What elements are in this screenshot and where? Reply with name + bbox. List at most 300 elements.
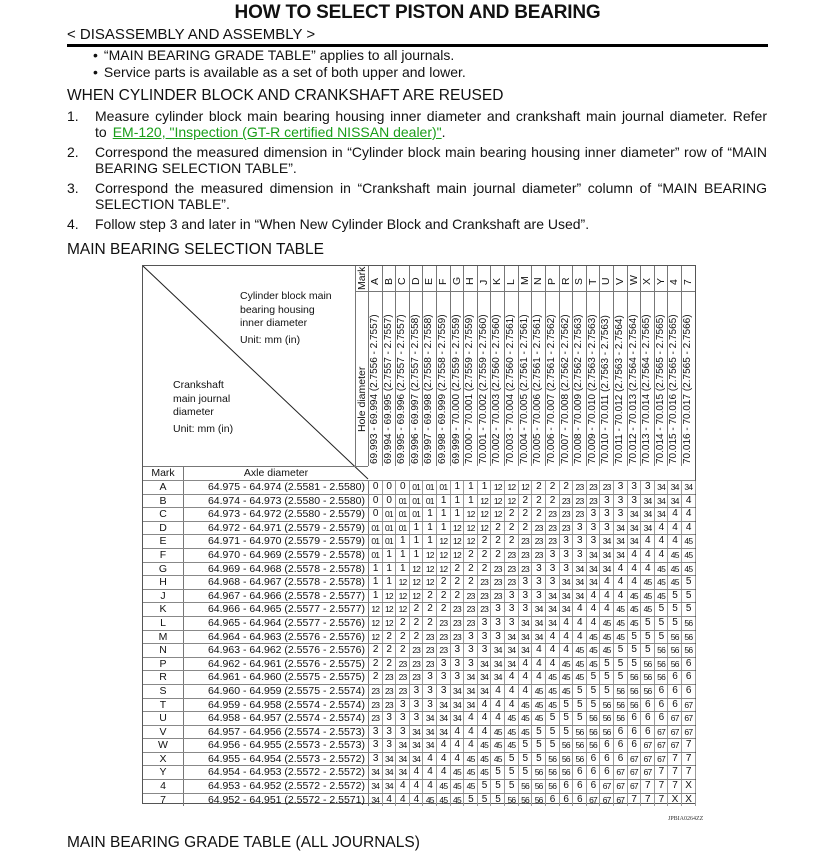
column-mark [451, 266, 464, 292]
grade-cell: 4 [478, 699, 492, 712]
grade-cell: 56 [573, 739, 587, 752]
grade-cell: 3 [383, 739, 397, 752]
grade-cell: 6 [655, 685, 669, 698]
grade-cell: 56 [560, 753, 574, 766]
grade-cell: 4 [478, 712, 492, 725]
grade-cell: 34 [396, 753, 410, 766]
grade-cell: 1 [369, 590, 383, 603]
grade-cell: 34 [410, 726, 424, 739]
grade-cell: 01 [423, 495, 437, 508]
grade-cell: 5 [464, 794, 478, 807]
grade-cell: 45 [451, 794, 465, 807]
grade-cell: 3 [464, 631, 478, 644]
grade-cell: 6 [628, 739, 642, 752]
grade-cell: 2 [519, 508, 533, 521]
grade-cell: 67 [682, 712, 696, 725]
row-axle-diameter: 64.965 - 64.964 (2.5577 - 2.5576) [184, 617, 369, 630]
grade-cell: 23 [437, 617, 451, 630]
grade-cell: 12 [451, 549, 465, 562]
grade-cell: 1 [396, 549, 410, 562]
grade-cell: 56 [587, 739, 601, 752]
grade-cell: 34 [532, 603, 546, 616]
grade-cell: 34 [491, 671, 505, 684]
grade-cell: 4 [587, 603, 601, 616]
grade-cell: 1 [423, 522, 437, 535]
column-mark [532, 266, 545, 292]
grade-cell: 4 [396, 794, 410, 807]
grade-cell: 67 [641, 753, 655, 766]
grade-cell: 3 [505, 590, 519, 603]
table-row [143, 752, 695, 766]
column-mark-label: 4 [668, 279, 681, 285]
column-mark [410, 266, 423, 292]
step-item [67, 180, 767, 212]
grade-cell: 4 [410, 794, 424, 807]
column-hole-range: 70.002 - 70.003 (2.7560 - 2.7560) [491, 314, 503, 464]
grade-cell: 4 [560, 644, 574, 657]
grade-cell: 23 [532, 522, 546, 535]
column-mark-label: F [437, 278, 450, 285]
column-header [504, 266, 518, 466]
row-mark: W [143, 739, 184, 752]
grade-cell: 34 [532, 631, 546, 644]
column-mark [396, 266, 409, 292]
grade-cell: 23 [491, 590, 505, 603]
grade-cell: 2 [423, 590, 437, 603]
grade-cell: 67 [682, 699, 696, 712]
grade-cell: 34 [505, 644, 519, 657]
step-punct: . [441, 124, 446, 140]
grade-cell: 01 [410, 495, 424, 508]
grade-cell: 01 [396, 508, 410, 521]
grade-cell: 23 [423, 644, 437, 657]
table-row [143, 779, 695, 793]
grade-cell: 5 [560, 699, 574, 712]
grade-cell: 34 [546, 617, 560, 630]
grade-cell: 12 [423, 563, 437, 576]
grade-cell: 01 [423, 481, 437, 494]
grade-cell: 1 [478, 481, 492, 494]
grade-cell: 5 [478, 794, 492, 807]
grade-cell: 67 [641, 766, 655, 779]
grade-cell: 6 [628, 726, 642, 739]
grade-cell: 0 [383, 481, 397, 494]
grade-cell: 1 [464, 495, 478, 508]
grade-cell: 4 [410, 766, 424, 779]
grade-cell: 6 [600, 739, 614, 752]
note-item: • “MAIN BEARING GRADE TABLE” applies to all journals. [93, 47, 466, 64]
grade-cell: 56 [546, 766, 560, 779]
grade-cell: 5 [641, 644, 655, 657]
grade-cell: 23 [410, 671, 424, 684]
grade-cell: 23 [573, 508, 587, 521]
column-hole-range: 70.014 - 70.015 (2.7565 - 2.7565) [654, 314, 666, 464]
row-mark: P [143, 658, 184, 671]
grade-cell: 12 [410, 563, 424, 576]
row-mark-label: Mark [143, 467, 184, 481]
grade-cell: 2 [491, 522, 505, 535]
grade-cell: 67 [614, 766, 628, 779]
grade-cell: 1 [383, 576, 397, 589]
grade-cell: 4 [423, 766, 437, 779]
grade-cell: 1 [451, 481, 465, 494]
column-mark-label: R [559, 277, 572, 285]
grade-cell: 5 [641, 631, 655, 644]
grade-cell: 3 [396, 726, 410, 739]
grade-cell: 2 [505, 508, 519, 521]
step-text: Follow step 3 and later in “When New Cylinder Block and Crankshaft are Used”. [95, 216, 590, 232]
grade-cell: 56 [628, 699, 642, 712]
column-header [395, 266, 409, 466]
grade-cell: 4 [628, 549, 642, 562]
grade-cell: 45 [668, 576, 682, 589]
grade-cell: 23 [451, 631, 465, 644]
grade-cell: 3 [532, 590, 546, 603]
grade-cell: 45 [532, 699, 546, 712]
page-title: HOW TO SELECT PISTON AND BEARING [234, 2, 601, 23]
column-header [667, 266, 681, 466]
grade-cell: 34 [451, 712, 465, 725]
column-label-header [355, 266, 368, 466]
column-hole-range: 70.003 - 70.004 (2.7560 - 2.7561) [505, 314, 517, 464]
grade-cell: 0 [369, 495, 383, 508]
grade-cell: 23 [478, 590, 492, 603]
grade-cell: 3 [369, 753, 383, 766]
grade-cell: 4 [478, 726, 492, 739]
grade-cell: 5 [587, 671, 601, 684]
grade-cell: 5 [519, 753, 533, 766]
column-hole-range: 69.994 - 69.995 (2.7557 - 2.7557) [382, 314, 394, 464]
grade-cell: 5 [519, 766, 533, 779]
table-row [143, 738, 695, 752]
grade-cell: 4 [573, 617, 587, 630]
grade-cell: 23 [383, 671, 397, 684]
grade-cell: 56 [614, 712, 628, 725]
grade-cell: 3 [587, 508, 601, 521]
grade-cell: 3 [519, 603, 533, 616]
grade-cell: 3 [410, 712, 424, 725]
table-row [143, 657, 695, 671]
grade-cell: 01 [369, 549, 383, 562]
grade-cell: 4 [668, 522, 682, 535]
grade-cell: 34 [437, 699, 451, 712]
table-row [143, 793, 695, 807]
grade-cell: 23 [560, 495, 574, 508]
row-axle-diameter: 64.974 - 64.973 (2.5580 - 2.5580) [184, 495, 369, 508]
grade-cell: 3 [478, 631, 492, 644]
grade-cell: 34 [532, 617, 546, 630]
grade-cell: 6 [546, 794, 560, 807]
row-mark: X [143, 753, 184, 766]
step-number: 3. [67, 180, 79, 196]
grade-cell: 45 [655, 576, 669, 589]
table-row [143, 521, 695, 535]
grade-cell: 3 [451, 671, 465, 684]
em120-link[interactable]: EM-120, "Inspection (GT-R certified NISSAN dealer)" [112, 124, 442, 140]
column-mark-label: E [423, 277, 436, 285]
grade-cell: 2 [437, 590, 451, 603]
grade-cell: 4 [396, 780, 410, 793]
corner-line: Unit: mm (in) [173, 422, 234, 435]
row-axle-diameter: 64.958 - 64.957 (2.5574 - 2.5574) [184, 712, 369, 725]
grade-cell: 67 [614, 794, 628, 807]
grade-cell: 4 [682, 508, 696, 521]
column-mark [478, 266, 491, 292]
column-header [490, 266, 504, 466]
grade-cell: 4 [437, 753, 451, 766]
column-hole-range: 69.998 - 69.999 (2.7558 - 2.7559) [437, 314, 449, 464]
grade-cell: 4 [505, 671, 519, 684]
grade-cell: 5 [560, 712, 574, 725]
column-hole-range: 70.013 - 70.014 (2.7564 - 2.7565) [641, 314, 653, 464]
column-hole-range: 69.995 - 69.996 (2.7557 - 2.7557) [396, 314, 408, 464]
grade-cell: 23 [505, 563, 519, 576]
grade-cell: 23 [532, 535, 546, 548]
grade-cell: 12 [369, 631, 383, 644]
grade-cell: 1 [369, 563, 383, 576]
grade-cell: 67 [668, 712, 682, 725]
grade-cell: 5 [655, 617, 669, 630]
row-mark: E [143, 535, 184, 548]
grade-cell: 45 [464, 780, 478, 793]
grade-cell: 45 [614, 617, 628, 630]
grade-cell: 01 [369, 522, 383, 535]
column-hole-range: 70.012 - 70.013 (2.7564 - 2.7564) [627, 314, 639, 464]
grade-cell: 5 [614, 671, 628, 684]
column-mark [614, 266, 627, 292]
grade-cell: 2 [451, 563, 465, 576]
grade-cell: 4 [587, 590, 601, 603]
grade-cell: 56 [573, 726, 587, 739]
grade-cell: 45 [628, 590, 642, 603]
grade-cell: 4 [628, 576, 642, 589]
grade-cell: 45 [478, 753, 492, 766]
grade-cell: 3 [614, 508, 628, 521]
grade-cell: 4 [641, 563, 655, 576]
grade-cell: 23 [383, 699, 397, 712]
grade-cell: 4 [532, 658, 546, 671]
grade-cell: 45 [519, 726, 533, 739]
grade-cell: 56 [641, 685, 655, 698]
table-row [143, 711, 695, 725]
column-hole-range: 70.011 - 70.012 (2.7563 - 2.7564) [613, 315, 625, 464]
step-text: Measure cylinder block main bearing housing inner diameter and crankshaft main journal diameter. Refer to [95, 108, 767, 140]
grade-cell: 1 [369, 576, 383, 589]
grade-cell: 01 [396, 495, 410, 508]
grade-cell: 67 [628, 780, 642, 793]
column-header [572, 266, 586, 466]
grade-cell: 01 [396, 522, 410, 535]
grade-cell: 67 [655, 753, 669, 766]
row-axle-diameter: 64.968 - 64.967 (2.5578 - 2.5578) [184, 576, 369, 589]
grade-cell: 34 [519, 644, 533, 657]
grade-cell: 3 [505, 617, 519, 630]
grade-cell: 2 [464, 576, 478, 589]
grade-cell: 34 [587, 576, 601, 589]
grade-cell: 34 [641, 495, 655, 508]
grade-cell: 34 [423, 712, 437, 725]
table-row [143, 670, 695, 684]
grade-cell: 23 [451, 617, 465, 630]
row-mark: H [143, 576, 184, 589]
column-header [559, 266, 573, 466]
column-mark-label: K [491, 277, 504, 285]
grade-cell: 6 [587, 753, 601, 766]
corner-line: Unit: mm (in) [240, 333, 301, 346]
grade-cell: 2 [532, 495, 546, 508]
grade-cell: 45 [478, 739, 492, 752]
grade-cell: 1 [396, 563, 410, 576]
grade-cell: 34 [641, 522, 655, 535]
table-row [143, 725, 695, 739]
grade-cell: 45 [546, 671, 560, 684]
grade-cell: 45 [587, 658, 601, 671]
column-mark [546, 266, 559, 292]
grade-cell: 34 [505, 658, 519, 671]
grade-cell: 2 [437, 576, 451, 589]
grade-cell: 12 [464, 535, 478, 548]
grade-cell: 2 [491, 535, 505, 548]
grade-cell: 12 [478, 508, 492, 521]
grade-cell: 23 [423, 631, 437, 644]
grade-cell: 56 [587, 712, 601, 725]
grade-cell: 23 [437, 631, 451, 644]
row-axle-diameter: 64.967 - 64.966 (2.5578 - 2.5577) [184, 590, 369, 603]
column-mark [641, 266, 654, 292]
table-row [143, 548, 695, 562]
grade-cell: 34 [383, 753, 397, 766]
grade-cell: 34 [423, 739, 437, 752]
grade-cell: 34 [655, 508, 669, 521]
grade-cell: 3 [478, 644, 492, 657]
grade-cell: 1 [410, 549, 424, 562]
grade-cell: 3 [491, 603, 505, 616]
steps-list [67, 108, 767, 236]
grade-cell: 45 [682, 563, 696, 576]
grade-cell: 45 [464, 766, 478, 779]
grade-cell: 01 [383, 508, 397, 521]
grade-cell: 34 [668, 495, 682, 508]
grade-cell: 12 [396, 603, 410, 616]
grade-cell: 56 [532, 766, 546, 779]
grade-cell: 2 [519, 522, 533, 535]
column-headers [355, 266, 695, 466]
grade-cell: 5 [668, 603, 682, 616]
grade-cell: 23 [587, 495, 601, 508]
grade-cell: 2 [369, 671, 383, 684]
grade-cell: 23 [519, 563, 533, 576]
grade-cell: 5 [587, 699, 601, 712]
grade-cell: 4 [519, 658, 533, 671]
column-mark [655, 266, 668, 292]
grade-cell: 1 [410, 522, 424, 535]
grade-cell: 4 [437, 766, 451, 779]
grade-cell: 3 [573, 522, 587, 535]
grade-cell: 45 [505, 712, 519, 725]
grade-cell: 67 [668, 739, 682, 752]
grade-cell: 45 [491, 739, 505, 752]
grade-cell: 45 [655, 590, 669, 603]
grade-cell: 23 [478, 576, 492, 589]
grade-cell: 23 [505, 549, 519, 562]
grade-cell: 23 [423, 658, 437, 671]
grade-cell: 23 [519, 549, 533, 562]
grade-cell: 34 [423, 726, 437, 739]
grade-cell: 3 [396, 712, 410, 725]
column-hole-range: 70.009 - 70.010 (2.7563 - 2.7563) [586, 314, 598, 464]
grade-cell: 23 [491, 563, 505, 576]
grade-cell: 3 [628, 495, 642, 508]
grade-cell: 12 [383, 603, 397, 616]
grade-cell: 5 [532, 753, 546, 766]
step-number: 1. [67, 108, 79, 124]
grade-cell: 34 [628, 508, 642, 521]
grade-cell: 2 [396, 644, 410, 657]
grade-cell: 12 [410, 576, 424, 589]
grade-cell: 6 [682, 685, 696, 698]
row-mark: T [143, 699, 184, 712]
grade-cell: 34 [478, 658, 492, 671]
column-mark-label: U [600, 277, 613, 285]
grade-cell: 3 [587, 535, 601, 548]
column-header [409, 266, 423, 466]
grade-cell: 1 [383, 563, 397, 576]
grade-cell: 2 [505, 535, 519, 548]
grade-cell: 34 [600, 549, 614, 562]
grade-cell: 2 [491, 549, 505, 562]
grade-cell: 34 [491, 658, 505, 671]
grade-cell: 3 [369, 739, 383, 752]
grade-cell: 6 [587, 780, 601, 793]
grade-cell: 4 [560, 631, 574, 644]
grade-cell: 4 [546, 631, 560, 644]
grade-cell: 5 [587, 685, 601, 698]
grade-cell: 56 [600, 712, 614, 725]
grade-cell: 12 [396, 576, 410, 589]
notes-list [93, 47, 466, 81]
grade-cell: 56 [641, 671, 655, 684]
grade-cell: 45 [614, 603, 628, 616]
grade-cell: 67 [614, 780, 628, 793]
grade-cell: 6 [614, 753, 628, 766]
table-row [143, 534, 695, 548]
grade-cell: 2 [410, 631, 424, 644]
table-row [143, 507, 695, 521]
grade-cell: 34 [573, 563, 587, 576]
section-tag: < DISASSEMBLY AND ASSEMBLY > [67, 26, 316, 43]
grade-cell: 3 [410, 699, 424, 712]
grade-cell: 6 [573, 780, 587, 793]
grade-cell: 2 [478, 563, 492, 576]
grade-cell: 3 [628, 481, 642, 494]
grade-cell: 12 [369, 603, 383, 616]
grade-cell: 4 [655, 535, 669, 548]
grade-cell: 5 [600, 685, 614, 698]
grade-cell: 6 [668, 685, 682, 698]
grade-cell: 5 [628, 644, 642, 657]
grade-cell: 45 [600, 644, 614, 657]
grade-cell: 56 [587, 726, 601, 739]
grade-cell: 6 [614, 739, 628, 752]
grade-cell: 3 [600, 508, 614, 521]
grade-cell: 2 [396, 617, 410, 630]
grade-cell: 3 [614, 481, 628, 494]
grade-cell: 23 [573, 481, 587, 494]
grade-cell: 2 [369, 644, 383, 657]
row-axle-diameter: 64.952 - 64.951 (2.5572 - 2.5571) [184, 794, 369, 807]
grade-cell: 23 [546, 508, 560, 521]
grade-cell: 3 [587, 522, 601, 535]
